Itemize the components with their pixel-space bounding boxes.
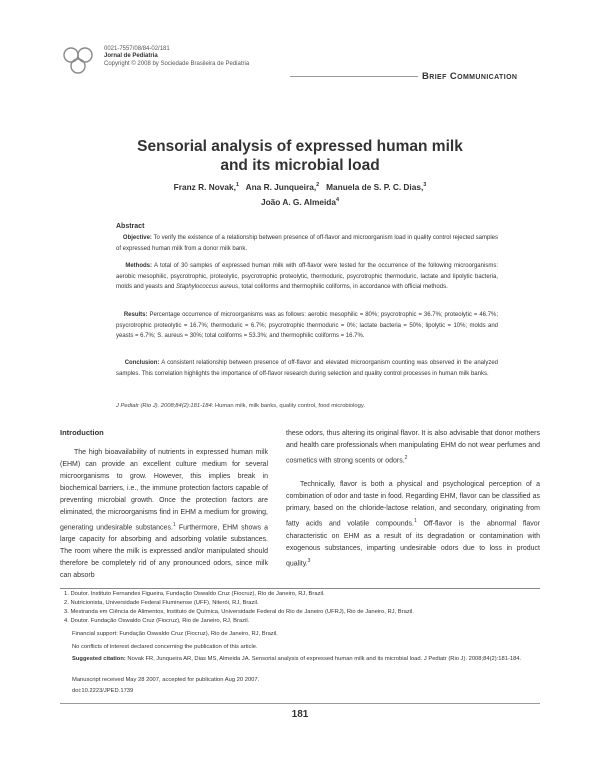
results-text: Percentage occurrence of microorganisms was as follows: aerobic mesophilic = 80%; psycrotrophic = 36.7%; proteolytic = 46.7%; psycrotrophic proteolytic = 16.7%; thermoduric = 6.7%; psycrotrophic thermoduric = 0%; lactate bacteria = 50%; lipolytic = 10%; molds and yeasts = 6.7%; S. aureus = 30%; total coliforms = 53.3%; and thermophilic coliforms = 16.7%.: [116, 312, 498, 339]
abstract-results: [116, 310, 498, 342]
intro-paragraph: [286, 479, 540, 570]
suggested-citation: [72, 655, 540, 665]
ref-mark: 1: [172, 522, 176, 528]
author-name: Franz R. Novak,: [173, 181, 236, 192]
abstract-heading: Abstract: [116, 223, 145, 230]
intro-text: Off-flavor is the abnormal flavor characteristic on EHM as a result of its degradation or contamination with exogenous substances, imparting undesirable odors due to loss in product quality.: [286, 520, 540, 567]
copyright: Copyright © 2008 by Sociedade Brasileira de Pediatria: [104, 61, 250, 67]
title-line-2: and its microbial load: [220, 157, 380, 174]
methods-text: A total of 30 samples of expressed human milk with off-flavor were tested for the occurrence of the following microorganisms: aerobic mesophilic, psycrotrophic, proteolytic, psycrotrophic proteolytic, thermoduric, psycrotrophic thermoduric, lactate and lipolytic bacteria, molds and yeasts and: [116, 263, 498, 290]
abstract-methods: [116, 261, 498, 293]
intro-text: Furthermore, EHM shows a large capacity for absorbing and adsorbing volatile substances. The room where the milk is expressed and/or manipulated should therefore be completely rid of any pronounced odors, since milk can absorb: [60, 524, 268, 580]
intro-paragraph: [286, 428, 540, 467]
methods-species: Staphylococcus aureus: [176, 284, 239, 290]
ref-mark: 3: [307, 557, 311, 564]
affiliation-3: 3. Mestranda em Ciência de Alimentos, Instituto de Química, Universidade Federal do Rio de Janeiro (UFRJ), Rio de Janeiro, RJ, Brazil.: [64, 609, 414, 615]
author-list: [60, 179, 540, 209]
intro-text: The high bioavailability of nutrients in expressed human milk (EHM) can provide an excellent culture medium for several microorganisms to grow. However, this implies break in biochemical barriers, i.e., the immune protection factors capable of preventing microbial growth. Once the protection factors are eliminated, the microorganisms find in EHM a medium for growing, generating undesirable substances.: [60, 449, 268, 532]
author-affiliation-mark: 4: [335, 196, 340, 203]
funding-note: Financial support: Fundação Oswaldo Cruz (Fiocruz), Rio de Janeiro, RJ, Brazil.: [72, 631, 278, 637]
intro-right-column: [286, 428, 540, 570]
intro-paragraph: [60, 447, 268, 582]
footnote-rule: [60, 588, 540, 589]
author-affiliation-mark: 3: [423, 182, 427, 188]
ref-mark: 2: [404, 455, 408, 461]
intro-text: these odors, thus altering its original flavor. It is also advisable that donor mothers and health care professionals when manipulating EHM do not wear perfumes and cosmetics with strong scents or odors.: [286, 430, 540, 465]
suggested-text: Novak FR, Junqueira AR, Dias MS, Almeida JA. Sensorial analysis of expressed human milk and its microbial load. J Pediatr (Rio J). 2008;84(2):181-184.: [127, 656, 522, 662]
citation-ref: J Pediatr (Rio J). 2008;84(2):181-184:: [116, 403, 214, 409]
author-name: João A. G. Almeida: [260, 196, 336, 207]
abstract-conclusion: [116, 358, 498, 379]
keywords-line: [116, 403, 365, 409]
author-affiliation-mark: 2: [316, 182, 320, 188]
authors-line-2: [60, 194, 540, 209]
author-name: Ana R. Junqueira,: [245, 181, 317, 192]
intro-text: Technically, flavor is both a physical and psychological perception of a combination of odor and taste in food. Regarding EHM, flavor can be classified as primary, based on the chloride-lactose relation, and secondary, originating from fatty acids and volatile compounds.: [286, 481, 540, 528]
title-line-1: Sensorial analysis of expressed human milk: [137, 138, 463, 155]
header-rule: [290, 76, 418, 77]
page-number: 181: [291, 709, 309, 720]
suggested-label: Suggested citation:: [72, 656, 126, 662]
methods-label: Methods:: [125, 263, 152, 269]
ref-mark: 1: [413, 518, 417, 525]
journal-name: Jornal de Pediatria: [104, 53, 158, 59]
section-label: Brief Communication: [422, 71, 518, 82]
keywords: Human milk, milk banks, quality control, food microbiology.: [214, 403, 365, 409]
intro-left-column: [60, 447, 268, 582]
affiliation-1: 1. Doutor. Instituto Fernandes Figueira, Fundação Oswaldo Cruz (Fiocruz), Rio de Janeiro, RJ, Brazil.: [64, 591, 325, 597]
objective-text: To verify the existence of a relationship between presence of off-flavor and microorganism load in quality control rejected samples of expressed human milk from a donor milk bank.: [116, 235, 499, 252]
manuscript-dates: Manuscript received May 28 2007, accepted for publication Aug 20 2007.: [72, 677, 260, 683]
author-affiliation-mark: 1: [235, 182, 239, 188]
doi: doi:10.2223/JPED.1739: [72, 688, 134, 694]
objective-label: Objective:: [122, 235, 152, 241]
affiliation-4: 4. Doutor. Fundação Oswaldo Cruz (Fiocruz), Rio de Janeiro, RJ, Brazil.: [64, 618, 250, 624]
author-name: Manuela de S. P. C. Dias,: [326, 181, 424, 192]
conclusion-text: A consistent relationship between presence of off-flavor and elevated microorganism counting was observed in the analyzed samples. This correlation highlights the importance of off-flavor research during selection and quality control processes in human milk banks.: [116, 360, 498, 377]
results-label: Results:: [123, 312, 148, 318]
jped-logo-icon: [60, 44, 100, 78]
introduction-heading: Introduction: [60, 428, 104, 437]
issn: 0021-7557/08/84-02/181: [104, 46, 170, 52]
conclusion-label: Conclusion:: [124, 360, 160, 366]
methods-text-end: , total coliforms and thermophilic coliforms, in accordance with official methods.: [238, 284, 448, 290]
article-title: [60, 137, 540, 175]
conflicts-note: No conflicts of interest declared concerning the publication of this article.: [72, 644, 258, 650]
footer-rule: [60, 703, 540, 704]
journal-logo: [60, 44, 100, 78]
authors-line-1: [60, 179, 540, 194]
abstract-objective: [116, 233, 498, 254]
affiliation-2: 2. Nutricionista, Universidade Federal Fluminense (UFF), Niterói, RJ, Brazil.: [64, 600, 259, 606]
